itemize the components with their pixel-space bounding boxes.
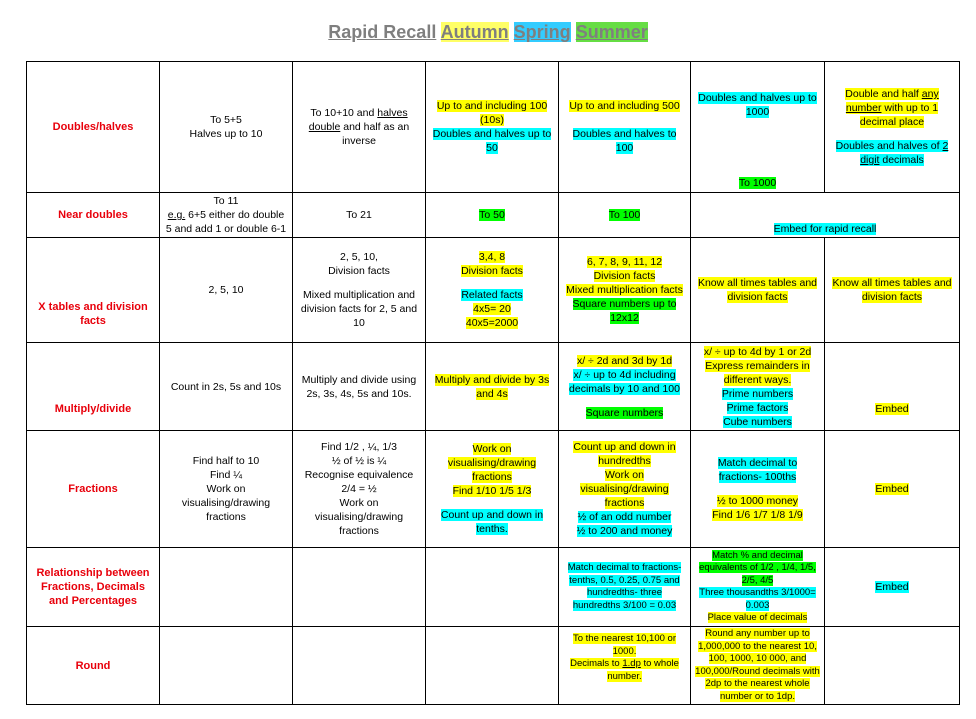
title-summer: Summer (575, 22, 648, 42)
cell-round-c5 (691, 627, 825, 705)
cell-text: 6, 7, 8, 9, 11, 12 (586, 256, 663, 268)
row-header-fractions: Fractions (27, 431, 160, 548)
title-prefix: Rapid Recall (328, 22, 437, 42)
cell-text: 2/4 = ½ (341, 483, 377, 495)
cell-fractions-c3 (426, 431, 559, 548)
cell-text: To the nearest 10,100 or 1000. (573, 633, 676, 657)
cell-text: Division facts (593, 270, 656, 282)
cell-text: Embed (875, 581, 909, 593)
cell-text: Cube numbers (723, 415, 792, 428)
cell-near-c56 (691, 193, 960, 238)
cell-text: Halves up to 10 (189, 128, 263, 140)
row-header-x-tables: X tables and division facts (27, 238, 160, 343)
cell-muldiv-c4 (559, 343, 691, 431)
row-header-near-doubles: Near doubles (27, 193, 160, 238)
cell-near-c2: To 21 (293, 193, 426, 238)
row-header-round: Round (27, 627, 160, 705)
cell-text: halves (377, 107, 408, 119)
cell-near-c4 (559, 193, 691, 238)
cell-fractions-c1 (160, 431, 293, 548)
cell-near-c1 (160, 193, 293, 238)
cell-tables-c2 (293, 238, 426, 343)
cell-text: Work on visualising/drawing fractions (314, 497, 404, 537)
cell-doubles-c5 (691, 62, 825, 193)
cell-round-c1 (160, 627, 293, 705)
cell-text: Count up and down in tenths. (440, 509, 544, 535)
cell-text: To 10+10 and (310, 107, 378, 119)
cell-fdp-c5 (691, 548, 825, 627)
cell-text: Find 1/10 1/5 1/3 (452, 485, 532, 497)
cell-round-c3 (426, 627, 559, 705)
cell-muldiv-c6 (825, 343, 960, 431)
cell-muldiv-c3 (426, 343, 559, 431)
cell-doubles-c6 (825, 62, 960, 193)
cell-text: Round any number up to 1,000,000 to the nearest 10, 100, 1000, 10 000, and 100,000/Round decimals with 2dp to the nearest whole number or to 1dp. (695, 628, 820, 702)
cell-text: Mixed multiplication and division facts for 2, 5 and 10 (300, 289, 418, 329)
cell-text: Division facts (328, 265, 390, 277)
cell-fdp-c2 (293, 548, 426, 627)
cell-text: Work on visualising/drawing fractions (580, 469, 669, 509)
cell-text: To 50 (479, 209, 505, 221)
row-header-doubles-halves: Doubles/halves (27, 62, 160, 193)
cell-text: ½ of ½ is ¼ (331, 455, 387, 467)
cell-text: double (308, 121, 341, 133)
cell-text: Embed (875, 483, 909, 495)
cell-text: To 100 (608, 209, 641, 221)
row-x-tables (27, 238, 960, 343)
cell-text: Find half to 10 (192, 455, 260, 467)
cell-doubles-c3 (426, 62, 559, 193)
cell-text: ½ to 200 and money (576, 525, 673, 537)
cell-text: Embed for rapid recall (773, 223, 877, 235)
cell-text: Work on visualising/drawing fractions (447, 443, 537, 483)
cell-text: Related facts (461, 289, 523, 301)
cell-text: Decimals to 1.dp to whole number. (570, 658, 679, 682)
cell-text: Find 1/6 1/7 1/8 1/9 (712, 509, 803, 521)
cell-fractions-c2 (293, 431, 426, 548)
cell-text: x/ ÷ 2d and 3d by 1d (576, 354, 673, 367)
cell-fdp-c1 (160, 548, 293, 627)
cell-text: Match decimal to fractions- 100ths (717, 457, 798, 483)
cell-doubles-c2 (293, 62, 426, 193)
row-header-multiply-divide: Multiply/divide (27, 343, 160, 431)
cell-text: 40x5=2000 (465, 317, 519, 329)
cell-round-c4 (559, 627, 691, 705)
cell-text: ½ of an odd number (577, 511, 672, 523)
cell-text: x/ ÷ up to 4d by 1 or 2d (703, 345, 812, 358)
row-near-doubles (27, 193, 960, 238)
cell-text: 2, 5, 10, (340, 251, 378, 263)
cell-fdp-c3 (426, 548, 559, 627)
cell-text: and half as an inverse (340, 121, 410, 147)
title-spring: Spring (513, 22, 571, 42)
row-header-fdp: Relationship between Fractions, Decimals and Percentages (27, 548, 160, 627)
row-multiply-divide (27, 343, 960, 431)
cell-text: Square numbers up to 12x12 (572, 298, 677, 324)
cell-doubles-c1 (160, 62, 293, 193)
cell-fdp-c4 (559, 548, 691, 627)
page-title (0, 22, 976, 43)
cell-text: To 11 (213, 195, 239, 207)
cell-text: Prime factors (726, 401, 789, 414)
cell-text: Doubles and halves up to 1000 (698, 92, 817, 118)
cell-text: x/ ÷ up to 4d including decimals by 10 and 100 (569, 368, 680, 395)
cell-text: Double and half any number with up to 1 decimal place (845, 88, 939, 128)
cell-muldiv-c2: Multiply and divide using 2s, 3s, 4s, 5s and 10s. (293, 343, 426, 431)
cell-text: To 1000 (738, 177, 777, 189)
cell-text: Division facts (461, 265, 523, 277)
cell-text: ½ to 1000 money (716, 495, 799, 507)
row-doubles-halves (27, 62, 960, 193)
cell-text: Find ¼ (209, 469, 243, 481)
cell-text: Square numbers (585, 406, 664, 419)
row-fdp (27, 548, 960, 627)
cell-text: Match decimal to fractions- tenths, 0.5, 0.25, 0.75 and hundredths- three hundredths 3/100 = 0.03 (567, 562, 682, 611)
row-fractions (27, 431, 960, 548)
cell-text: e.g. (167, 209, 186, 221)
cell-text: Doubles and halves to 100 (572, 128, 677, 154)
cell-tables-c1: 2, 5, 10 (160, 238, 293, 343)
rapid-recall-table (26, 61, 960, 705)
cell-tables-c4 (559, 238, 691, 343)
row-round (27, 627, 960, 705)
cell-text: Place value of decimals (707, 612, 808, 623)
cell-text: Work on visualising/drawing fractions (181, 483, 271, 523)
cell-text: To 5+5 (210, 114, 242, 126)
cell-fractions-c5 (691, 431, 825, 548)
cell-text: Match % and decimal equivalents of 1/2 , 1/4, 1/5, 2/5, 4/5 (699, 549, 816, 586)
cell-text: Doubles and halves of 2 digit decimals (835, 140, 949, 166)
cell-text: Count up and down in hundredths (573, 441, 676, 467)
cell-doubles-c4 (559, 62, 691, 193)
cell-fractions-c6 (825, 431, 960, 548)
title-autumn: Autumn (440, 22, 509, 42)
cell-text: Express remainders in different ways. (705, 359, 810, 386)
cell-text: Find 1/2 , ¼, 1/3 (321, 441, 397, 453)
cell-tables-c5 (691, 238, 825, 343)
cell-text: Multiply and divide by 3s and 4s (434, 373, 550, 400)
cell-text: Recognise equivalence (304, 469, 414, 481)
cell-text: Know all times tables and division facts (697, 277, 818, 303)
cell-fractions-c4 (559, 431, 691, 548)
cell-text: Prime numbers (721, 387, 794, 400)
cell-text: Mixed multiplication facts (566, 284, 683, 296)
cell-tables-c6 (825, 238, 960, 343)
cell-text: 4x5= 20 (473, 303, 511, 315)
cell-muldiv-c1: Count in 2s, 5s and 10s (160, 343, 293, 431)
cell-text: Up to and including 500 (569, 100, 680, 112)
cell-muldiv-c5 (691, 343, 825, 431)
cell-round-c6 (825, 627, 960, 705)
cell-text: Embed (875, 403, 909, 415)
cell-round-c2 (293, 627, 426, 705)
cell-text: Doubles and halves up to 50 (432, 128, 552, 154)
cell-text: Up to and including 100 (10s) (436, 100, 548, 126)
cell-text: Know all times tables and division facts (832, 277, 952, 303)
cell-near-c3 (426, 193, 559, 238)
cell-fdp-c6 (825, 548, 960, 627)
cell-tables-c3 (426, 238, 559, 343)
cell-text: Three thousandths 3/1000= 0.003 (699, 587, 816, 611)
cell-text: 3,4, 8 (478, 251, 506, 263)
cell-text: 6+5 either do double 5 and add 1 or double 6-1 (165, 209, 287, 235)
